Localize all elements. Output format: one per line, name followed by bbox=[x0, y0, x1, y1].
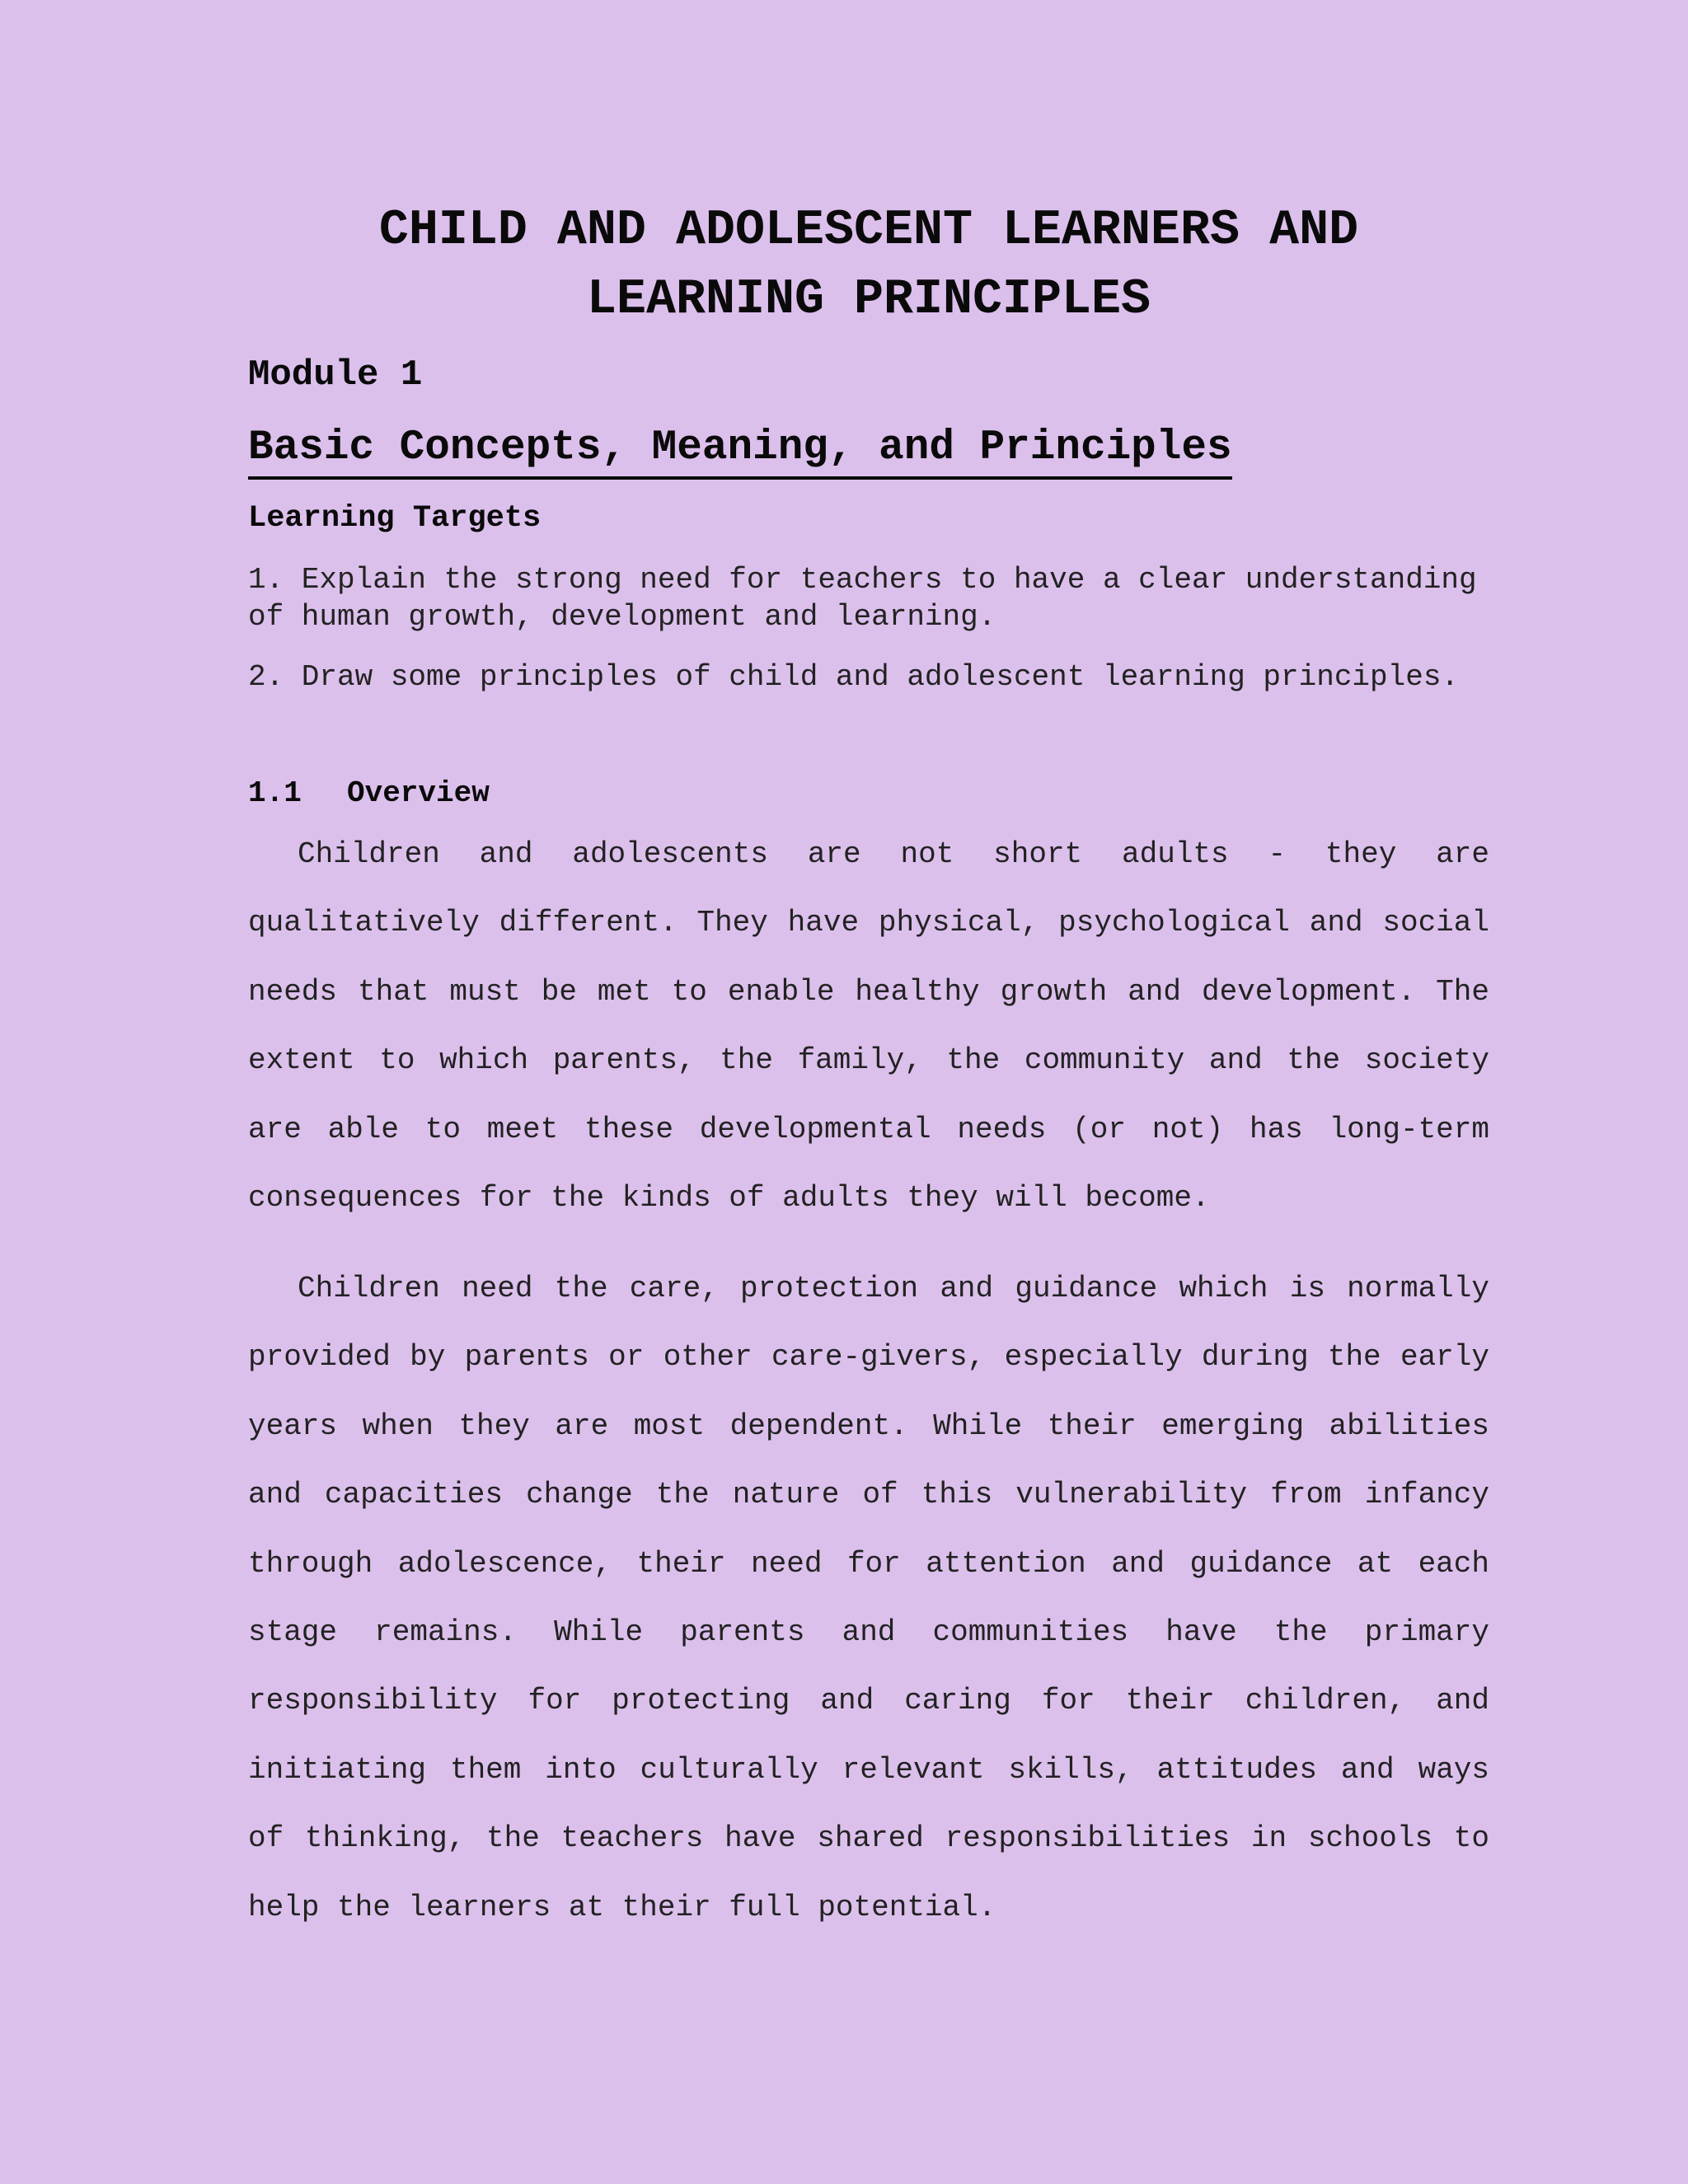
module-label: Module 1 bbox=[248, 354, 423, 396]
learning-targets-heading: Learning Targets bbox=[248, 501, 542, 536]
module-title: Basic Concepts, Meaning, and Principles bbox=[248, 420, 1232, 480]
section-title: Overview bbox=[347, 776, 490, 810]
section-heading bbox=[248, 774, 490, 813]
body-paragraph: Children need the care, protection and guidance which is normally provided by parents or other care-givers, especially during the early years when they are most dependent. While their emerging abilities and capacities change the nature of this vulnerability from infancy through adolescence, their need for attention and guidance at each stage remains. While parents and communities have the primary responsibility for protecting and caring for their children, and initiating them into culturally relevant skills, attitudes and ways of thinking, the teachers have shared responsibilities in schools to help the learners at their full potential. bbox=[248, 1272, 1489, 1924]
document-title: CHILD AND ADOLESCENT LEARNERS AND LEARNING PRINCIPLES bbox=[378, 203, 1359, 328]
learning-target-item: 1. Explain the strong need for teachers to have a clear understanding of human growth, development and learning. bbox=[248, 563, 1477, 634]
body-paragraph: Children and adolescents are not short adults - they are qualitatively different. They have physical, psychological and social needs that must be met to enable healthy growth and development. The extent to which parents, the family, the community and the society are able to meet these developmental needs (or not) has long-term consequences for the kinds of adults they will become. bbox=[248, 837, 1489, 1216]
learning-target-item: 2. Draw some principles of child and adolescent learning principles. bbox=[248, 660, 1460, 694]
section-number: 1.1 bbox=[248, 776, 302, 810]
